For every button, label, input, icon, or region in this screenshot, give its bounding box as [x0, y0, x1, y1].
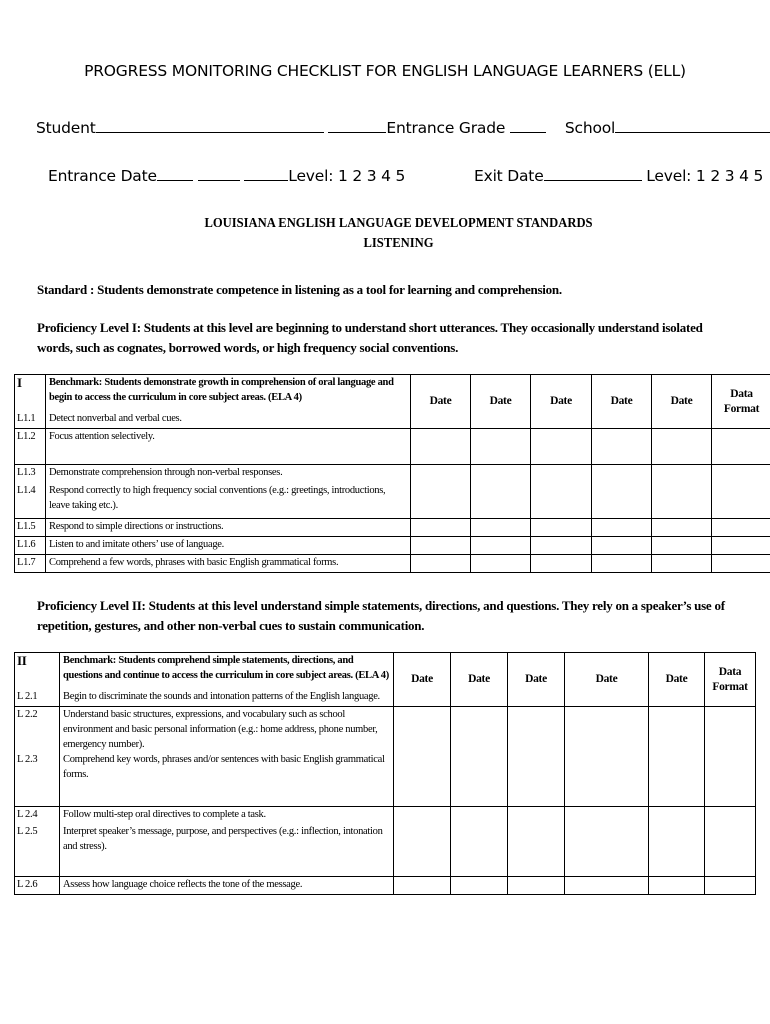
date-cell[interactable] [649, 707, 705, 807]
student-label: Student [36, 119, 96, 137]
school-label: School [564, 119, 616, 137]
entrance-date-line [48, 166, 405, 185]
table-row [15, 519, 770, 537]
entrance-date-label: Entrance Date [48, 167, 157, 185]
date-header: Date [394, 653, 451, 707]
date-cell[interactable] [592, 465, 652, 519]
standard-code: L 2.2 [15, 707, 60, 753]
data-format-cell[interactable] [712, 465, 770, 519]
date-cell[interactable] [451, 707, 508, 807]
standard-text: Focus attention selectively. [46, 429, 411, 465]
date-cell[interactable] [471, 555, 531, 573]
table-row [15, 555, 770, 573]
date-cell[interactable] [531, 465, 592, 519]
exit-date-line [474, 166, 763, 185]
school-field[interactable] [615, 118, 770, 133]
data-format-cell[interactable] [712, 555, 770, 573]
standard-code: L1.7 [15, 555, 46, 573]
date-cell[interactable] [592, 429, 652, 465]
date-cell[interactable] [652, 429, 712, 465]
date-cell[interactable] [411, 537, 471, 555]
date-header: Date [508, 653, 565, 707]
date-cell[interactable] [451, 876, 508, 894]
domain-heading: LISTENING [363, 236, 434, 251]
date-cell[interactable] [394, 876, 451, 894]
standard-text: Begin to discriminate the sounds and intonation patterns of the English language. [60, 689, 394, 707]
entrance-date-year-field[interactable] [244, 166, 288, 181]
date-header: Date [411, 375, 471, 429]
student-field-extra[interactable] [328, 118, 386, 133]
data-format-cell[interactable] [712, 429, 770, 465]
standard-statement: Standard : Students demonstrate competence in listening as a tool for learning and comprehension. [37, 282, 562, 297]
table-row [15, 707, 756, 753]
date-cell[interactable] [508, 707, 565, 807]
date-header: Date [592, 375, 652, 429]
level-label: I [15, 375, 46, 411]
date-cell[interactable] [531, 537, 592, 555]
page-title: PROGRESS MONITORING CHECKLIST FOR ENGLISH LANGUAGE LEARNERS (ELL) [84, 62, 686, 80]
date-cell[interactable] [531, 429, 592, 465]
date-cell[interactable] [531, 519, 592, 537]
date-cell[interactable] [592, 537, 652, 555]
date-cell[interactable] [508, 876, 565, 894]
date-header: Date [649, 653, 705, 707]
standard-code: L1.1 [15, 411, 46, 429]
date-cell[interactable] [394, 707, 451, 807]
proficiency-level-1-intro: Proficiency Level I: Students at this level are beginning to understand short utterances. They occasionally understand isolated words, such as cognates, borrowed words, or high frequency social conventions. [37, 320, 703, 355]
date-cell[interactable] [565, 806, 649, 876]
exit-date-label: Exit Date [474, 167, 544, 185]
date-cell[interactable] [565, 707, 649, 807]
date-cell[interactable] [592, 555, 652, 573]
table-header-row [15, 375, 770, 411]
date-header: Date [652, 375, 712, 429]
level-2-checklist-table [14, 652, 756, 895]
entrance-date-day-field[interactable] [198, 166, 240, 181]
standards-heading: LOUISIANA ENGLISH LANGUAGE DEVELOPMENT STANDARDS [204, 216, 593, 231]
data-format-cell[interactable] [712, 519, 770, 537]
standard-code: L1.5 [15, 519, 46, 537]
standard-text: Follow multi-step oral directives to complete a task. [60, 806, 394, 824]
date-cell[interactable] [508, 806, 565, 876]
data-format-header: Data Format [705, 653, 756, 707]
benchmark-text: Benchmark: Students demonstrate growth in comprehension of oral language and begin to access the curriculum in core subject areas. (ELA 4) [46, 375, 411, 411]
standard-text: Understand basic structures, expressions, and vocabulary such as school environment and basic personal information (e.g.: home address, phone number, emergency number). [60, 707, 394, 753]
entrance-date-month-field[interactable] [157, 166, 193, 181]
date-cell[interactable] [451, 806, 508, 876]
date-cell[interactable] [411, 429, 471, 465]
data-format-header: Data Format [712, 375, 770, 429]
standard-code: L 2.1 [15, 689, 60, 707]
standard-text: Detect nonverbal and verbal cues. [46, 411, 411, 429]
date-cell[interactable] [471, 519, 531, 537]
date-cell[interactable] [652, 465, 712, 519]
date-cell[interactable] [411, 465, 471, 519]
date-cell[interactable] [531, 555, 592, 573]
level-1-checklist-table [14, 374, 770, 573]
standard-code: L 2.4 [15, 806, 60, 824]
table-row [15, 537, 770, 555]
standard-code: L 2.3 [15, 752, 60, 806]
proficiency-level-2-intro: Proficiency Level II: Students at this level understand simple statements, directions, and questions. They rely on a speaker’s use of repetition, gestures, and other non-verbal cues to sustain communication. [37, 598, 725, 633]
date-cell[interactable] [652, 555, 712, 573]
date-cell[interactable] [471, 537, 531, 555]
standard-code: L1.6 [15, 537, 46, 555]
standard-text: Assess how language choice reflects the tone of the message. [60, 876, 394, 894]
date-cell[interactable] [471, 429, 531, 465]
entrance-grade-label: Entrance Grade [386, 119, 506, 137]
standard-text: Interpret speaker’s message, purpose, and perspectives (e.g.: inflection, intonation and stress). [60, 824, 394, 876]
exit-level-label: Level: 1 2 3 4 5 [646, 167, 764, 185]
standard-text: Respond correctly to high frequency social conventions (e.g.: greetings, introductions, leave taking etc.). [46, 483, 411, 519]
table-row [15, 876, 756, 894]
table-row [15, 806, 756, 824]
level-label: II [15, 653, 60, 689]
date-header: Date [451, 653, 508, 707]
table-row [15, 465, 770, 483]
student-field[interactable] [96, 118, 324, 133]
standard-code: L 2.5 [15, 824, 60, 876]
date-cell[interactable] [411, 555, 471, 573]
data-format-cell[interactable] [705, 876, 756, 894]
table-header-row [15, 653, 756, 689]
date-cell[interactable] [649, 806, 705, 876]
date-cell[interactable] [652, 519, 712, 537]
date-header: Date [565, 653, 649, 707]
standard-code: L1.3 [15, 465, 46, 483]
standard-text: Listen to and imitate others’ use of language. [46, 537, 411, 555]
date-header: Date [531, 375, 592, 429]
entrance-grade-field[interactable] [510, 118, 546, 133]
date-cell[interactable] [649, 876, 705, 894]
date-cell[interactable] [394, 806, 451, 876]
benchmark-text: Benchmark: Students comprehend simple statements, directions, and questions and continue to access the curriculum in core subject areas. (ELA 4) [60, 653, 394, 689]
data-format-cell[interactable] [705, 806, 756, 876]
date-cell[interactable] [652, 537, 712, 555]
standard-code: L1.4 [15, 483, 46, 519]
date-cell[interactable] [565, 876, 649, 894]
student-info-line [36, 118, 770, 137]
standard-code: L1.2 [15, 429, 46, 465]
table-row [15, 429, 770, 465]
date-cell[interactable] [411, 519, 471, 537]
standard-text: Demonstrate comprehension through non-verbal responses. [46, 465, 411, 483]
date-cell[interactable] [592, 519, 652, 537]
data-format-cell[interactable] [705, 707, 756, 807]
standard-text: Comprehend a few words, phrases with basic English grammatical forms. [46, 555, 411, 573]
standard-text: Respond to simple directions or instructions. [46, 519, 411, 537]
data-format-cell[interactable] [712, 537, 770, 555]
exit-date-field[interactable] [544, 166, 642, 181]
entrance-level-label: Level: 1 2 3 4 5 [288, 167, 406, 185]
standard-code: L 2.6 [15, 876, 60, 894]
date-cell[interactable] [471, 465, 531, 519]
date-header: Date [471, 375, 531, 429]
standard-text: Comprehend key words, phrases and/or sentences with basic English grammatical forms. [60, 752, 394, 806]
